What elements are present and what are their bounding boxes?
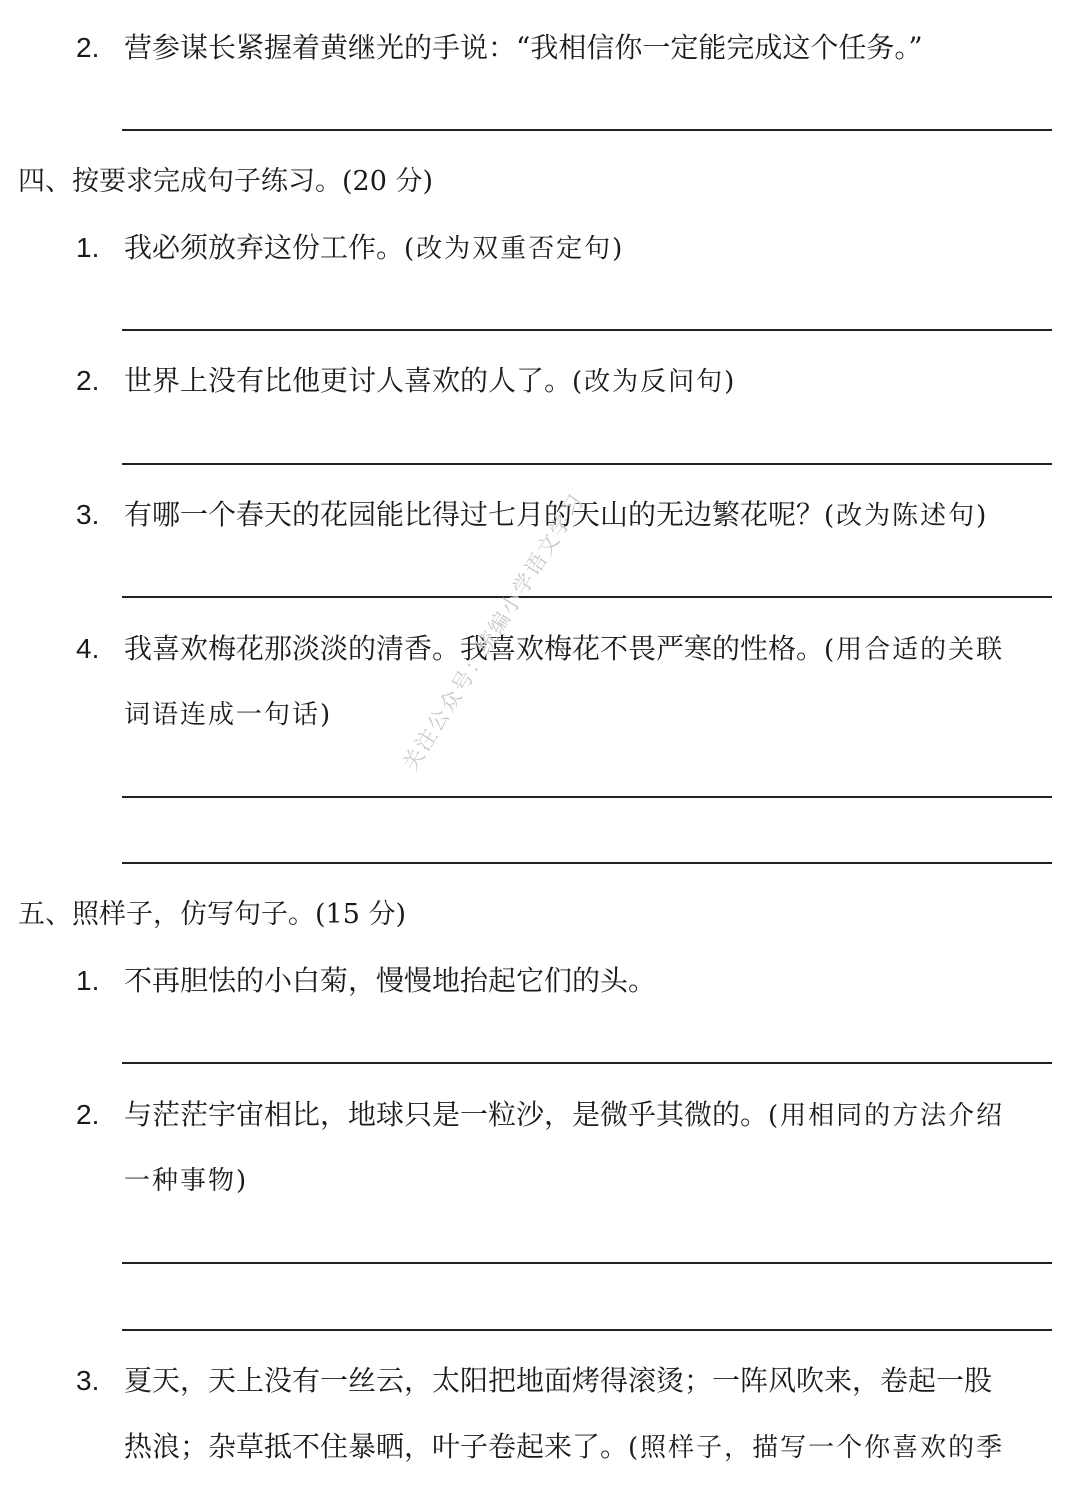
answer-line[interactable]: [122, 1329, 1052, 1331]
question-text: 我喜欢梅花那淡淡的清香。我喜欢梅花不畏严寒的性格。(用合适的关联: [124, 632, 1005, 665]
section-heading: 五、照样子，仿写句子。(15 分): [18, 899, 407, 930]
question-text: 营参谋长紧握着黄继光的手说：“我相信你一定能完成这个任务。”: [124, 31, 923, 64]
item-number: 3.: [76, 1365, 100, 1396]
answer-line[interactable]: [122, 862, 1052, 864]
answer-line[interactable]: [122, 596, 1052, 598]
item-number: 1.: [76, 232, 100, 263]
watermark: 关注公众号：统编小学语文学习: [398, 489, 590, 775]
question-text: 夏天，天上没有一丝云，太阳把地面烤得滚烫；一阵风吹来，卷起一股: [124, 1364, 993, 1397]
item-number: 3.: [76, 499, 100, 530]
question-text: 我必须放弃这份工作。(改为双重否定句): [124, 231, 625, 264]
answer-line[interactable]: [122, 796, 1052, 798]
answer-line[interactable]: [122, 329, 1052, 331]
item-number: 1.: [76, 965, 100, 996]
question-text-continued: 热浪；杂草抵不住暴晒，叶子卷起来了。(照样子，描写一个你喜欢的季: [124, 1430, 1005, 1463]
answer-line[interactable]: [122, 129, 1052, 131]
question-text: 世界上没有比他更讨人喜欢的人了。(改为反问句): [124, 364, 737, 397]
question-text-continued: 一种事物): [124, 1166, 249, 1196]
answer-line[interactable]: [122, 1262, 1052, 1264]
question-text: 有哪一个春天的花园能比得过七月的天山的无边繁花呢？(改为陈述句): [124, 498, 989, 531]
question-text: 与茫茫宇宙相比，地球只是一粒沙，是微乎其微的。(用相同的方法介绍: [124, 1098, 1005, 1131]
item-number: 2.: [76, 1099, 100, 1130]
item-number: 2.: [76, 365, 100, 396]
item-number: 4.: [76, 633, 100, 664]
question-text: 不再胆怯的小白菊，慢慢地抬起它们的头。: [124, 964, 657, 997]
question-text-continued: 词语连成一句话): [124, 700, 333, 730]
item-number: 2.: [76, 32, 100, 63]
section-heading: 四、按要求完成句子练习。(20 分): [18, 166, 434, 197]
answer-line[interactable]: [122, 1062, 1052, 1064]
